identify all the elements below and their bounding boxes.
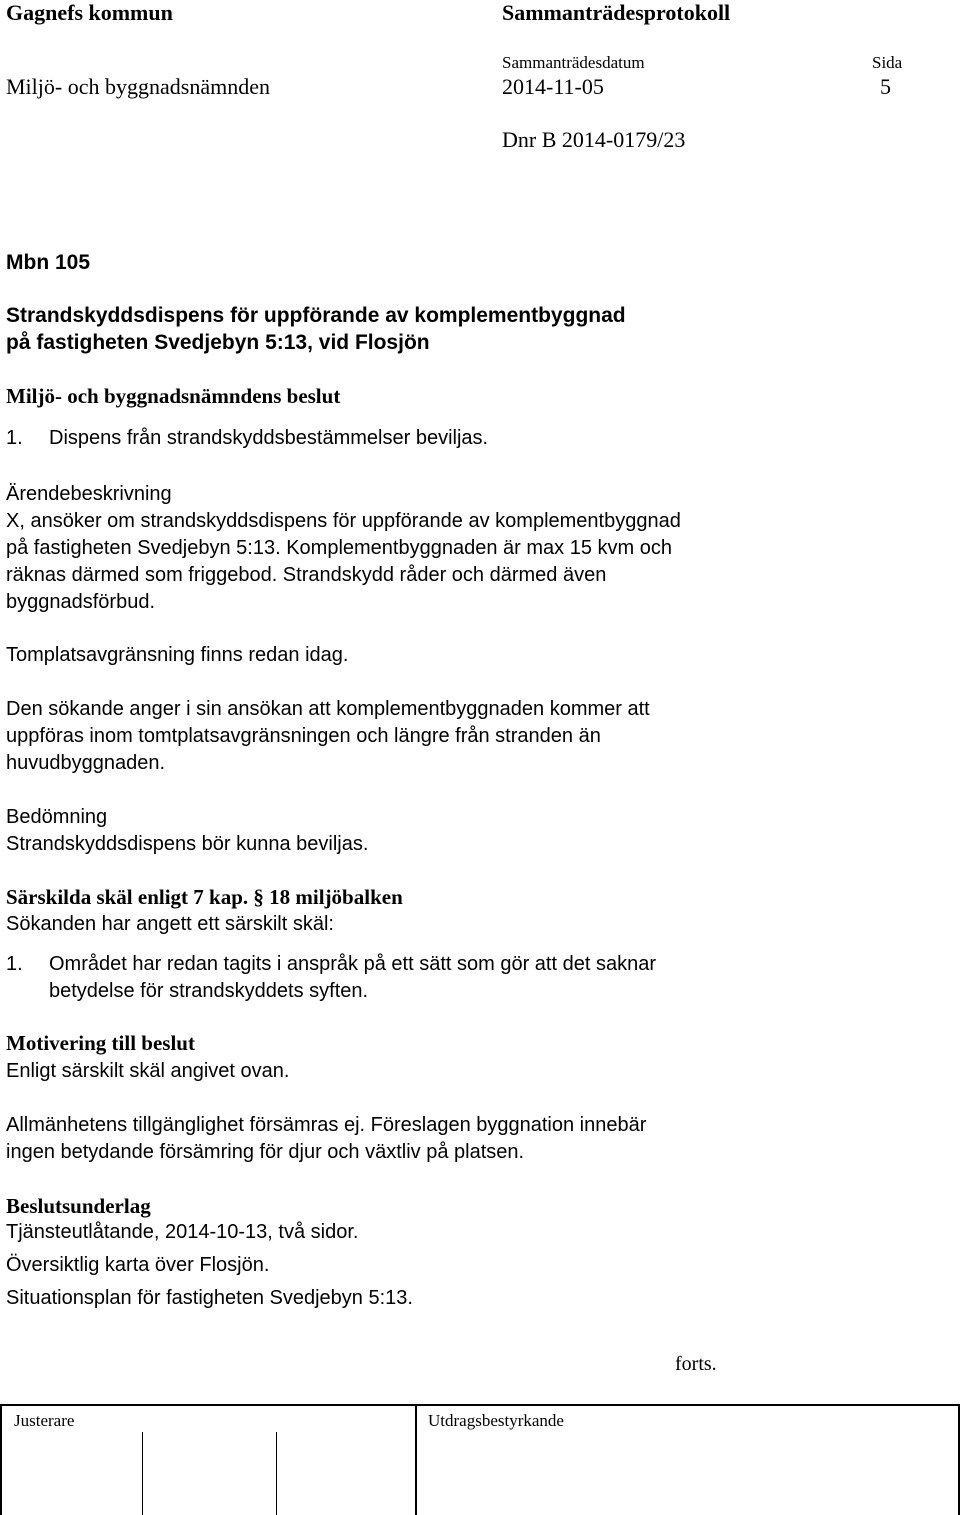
assessment-heading: Bedömning	[6, 806, 108, 828]
page-label: Sida	[872, 53, 903, 72]
special-reasons-intro: Sökanden har angett ett särskilt skäl:	[6, 913, 334, 935]
motivation-text: Enligt särskilt skäl angivet ovan.	[6, 1060, 290, 1082]
municipality-name: Gagnefs kommun	[6, 0, 173, 25]
meeting-date-value: 2014-11-05	[502, 74, 604, 99]
description-line-4: byggnadsförbud.	[6, 591, 156, 613]
item-title-line-2: på fastigheten Svedjebyn 5:13, vid Flosjön	[6, 331, 430, 354]
description-paragraph-3-line-3: huvudbyggnaden.	[6, 752, 166, 774]
footer-top-rule	[0, 1404, 960, 1406]
description-paragraph-3-line-2: uppföras inom tomtplatsavgränsningen och längre från stranden än	[6, 725, 601, 747]
description-paragraph-2: Tomplatsavgränsning finns redan idag.	[6, 644, 349, 666]
basis-item: Situationsplan för fastigheten Svedjebyn 5:13.	[6, 1287, 413, 1309]
continued-marker: forts.	[675, 1353, 717, 1375]
signature-box-divider	[276, 1432, 277, 1515]
motivation-paragraph-2-line-1: Allmänhetens tillgänglighet försämras ej. Föreslagen byggnation innebär	[6, 1114, 647, 1136]
footer-left-border	[0, 1404, 2, 1515]
description-paragraph-3-line-1: Den sökande anger i sin ansökan att komplementbyggnaden kommer att	[6, 698, 650, 720]
special-reason-line-1: Området har redan tagits i anspråk på ett sätt som gör att det saknar	[49, 953, 656, 975]
decision-heading: Miljö- och byggnadsnämndens beslut	[6, 384, 341, 408]
description-line-2: på fastigheten Svedjebyn 5:13. Komplementbyggnaden är max 15 kvm och	[6, 537, 672, 559]
description-line-3: räknas därmed som friggebod. Strandskydd råder och därmed även	[6, 564, 607, 586]
decision-item-number: 1.	[6, 427, 23, 449]
basis-item: Översiktlig karta över Flosjön.	[6, 1254, 270, 1276]
description-heading: Ärendebeskrivning	[6, 483, 172, 505]
decision-item-text: Dispens från strandskyddsbestämmelser beviljas.	[49, 427, 489, 449]
special-reasons-heading: Särskilda skäl enligt 7 kap. § 18 miljöbalken	[6, 885, 403, 909]
basis-item: Tjänsteutlåtande, 2014-10-13, två sidor.	[6, 1221, 359, 1243]
footer-divider	[415, 1404, 417, 1515]
item-number: Mbn 105	[6, 251, 91, 274]
meeting-date-label: Sammanträdesdatum	[502, 53, 645, 72]
basis-heading: Beslutsunderlag	[6, 1194, 151, 1218]
motivation-heading: Motivering till beslut	[6, 1031, 195, 1055]
adjusters-label: Justerare	[14, 1411, 75, 1430]
certification-label: Utdragsbestyrkande	[428, 1411, 564, 1430]
special-reason-number: 1.	[6, 953, 23, 975]
motivation-paragraph-2-line-2: ingen betydande försämring för djur och växtliv på platsen.	[6, 1141, 525, 1163]
signature-box-divider	[142, 1432, 143, 1515]
document-type: Sammanträdesprotokoll	[502, 0, 731, 25]
item-title-line-1: Strandskyddsdispens för uppförande av komplementbyggnad	[6, 304, 626, 327]
committee-name: Miljö- och byggnadsnämnden	[6, 74, 270, 99]
page-number: 5	[880, 74, 891, 99]
case-number: Dnr B 2014-0179/23	[502, 127, 686, 152]
special-reason-line-2: betydelse för strandskyddets syften.	[49, 980, 369, 1002]
description-line-1: X, ansöker om strandskyddsdispens för uppförande av komplementbyggnad	[6, 510, 681, 532]
assessment-text: Strandskyddsdispens bör kunna beviljas.	[6, 833, 369, 855]
